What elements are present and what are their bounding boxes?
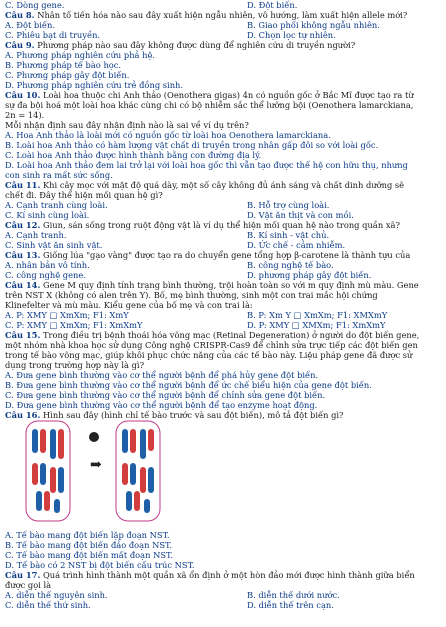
answer-options-row: [5, 240, 441, 250]
chromosome-diagram: [24, 419, 164, 527]
answer-option: C. Kí sinh cùng loài.: [5, 210, 90, 220]
answer-option: C. Dòng gene.: [5, 0, 65, 10]
body-text: trong tế bào võng mạc, giúp khôi phục chức năng của các tế bào này. Liệu pháp gene đã được sử: [5, 350, 413, 360]
question-line: [5, 280, 441, 290]
answer-option: C. Loài hoa Anh thảo được hình thành bằng con đường địa lý.: [5, 150, 262, 160]
body-text: Klinefelter và mù màu. Kiểu gene của bố mẹ và con trai là:: [5, 300, 253, 310]
answer-option: D. Chọn lọc tự nhiên.: [247, 30, 336, 40]
answer-options-row: [5, 320, 441, 330]
answer-option: D. Đưa gene bình thường vào cơ thể người bệnh để tạo enzyme hoạt động.: [5, 400, 318, 410]
question-text: Khi cây mọc với mật độ quá dày, một số cây không đủ ánh sáng và chất dinh dưỡng sẽ: [40, 180, 405, 190]
answer-option: A. Phương pháp nghiên cứu phả hệ.: [5, 50, 156, 60]
question-text: Loài hoa thuộc chi Anh thảo (Oenothera gigas) 4n có nguồn gốc ở Bắc Mĩ được tạo ra từ: [40, 90, 414, 100]
answer-option: D. Loài hoa Anh thảo đem lai trở lại với loài hoa gốc thì vẫn tạo được thế hệ con hữu thụ, nhưng: [5, 160, 408, 170]
question-number: Câu 15.: [5, 330, 41, 340]
answer-option: C. P: XMY □ XmXm; F1: XmXmY: [5, 320, 143, 330]
answer-option: B. Phương pháp tế bào học.: [5, 60, 122, 70]
question-line: [5, 10, 441, 20]
answer-option: A. P: XMY □ XmXm; F1: XmY: [5, 310, 129, 320]
question-line: [5, 180, 441, 190]
question-line: [5, 570, 441, 580]
answer-options-row: [5, 230, 441, 240]
answer-options-row: [5, 20, 441, 30]
answer-options-row: [5, 30, 441, 40]
answer-options-row: [5, 0, 441, 10]
answer-option: C. Tế bào mang đột biến mất đoạn NST.: [5, 550, 173, 560]
body-text: dụng trong trường hợp này là gì?: [5, 360, 145, 370]
question-line: [5, 220, 441, 230]
answer-option: C. Phương pháp gây đột biến.: [5, 70, 130, 80]
body-text: sự đa bội hoá một loài hoa khác cùng chi có bộ nhiễm sắc thể lưỡng bội (Oenothera lamarckiana,: [5, 100, 414, 110]
question-line: [5, 250, 441, 260]
answer-options-row: [5, 200, 441, 210]
question-text: Trong điều trị bệnh thoái hóa võng mạc (Retinal Degeneration) ở người do đột biến gene,: [40, 330, 420, 340]
question-line: [5, 90, 441, 100]
body-text: chết đi. Đây thể hiện mối quan hệ gì?: [5, 190, 163, 200]
answer-option: B. Giao phối không ngẫu nhiên.: [247, 20, 380, 30]
answer-option: C. công nghệ gene.: [5, 270, 86, 280]
answer-option: B. Đưa gene bình thường vào cơ thể người bệnh để ức chế biểu hiện của gene đột biến.: [5, 380, 372, 390]
question-text: Nhân tố tiến hóa nào sau đây xuất hiện ngẫu nhiên, vô hướng, làm xuất hiện allele mới?: [34, 10, 408, 20]
body-text: 2n = 14).: [5, 110, 45, 120]
question-text: Hình sau đây (hình chỉ tế bào trước và sau đột biến), mô tả đột biến gì?: [40, 410, 344, 420]
answer-option: A. Cạnh tranh.: [5, 230, 67, 240]
chromosome-figure: [24, 419, 164, 527]
answer-option: D. Đột biến.: [247, 0, 298, 10]
answer-option: A. Đưa gene bình thường vào cơ thể người bệnh để phá hủy gene đột biến.: [5, 370, 319, 380]
answer-option: A. Cạnh tranh cùng loài.: [5, 200, 108, 210]
answer-option: D. Phương pháp nghiên cứu trẻ đồng sinh.: [5, 80, 184, 90]
answer-option: B. công nghệ tế bào.: [247, 260, 334, 270]
question-number: Câu 9.: [5, 40, 35, 50]
answer-options-row: [5, 310, 441, 320]
answer-option: C. Sinh vật ăn sinh vật.: [5, 240, 103, 250]
answer-option: D. phương pháp gây đột biến.: [247, 270, 372, 280]
question-text: Giống lúa "gạo vàng" được tạo ra do chuyển gene tổng hợp β-carotene là thành tựu của: [40, 250, 411, 260]
arrow-icon: ➡: [90, 457, 102, 473]
answer-option: D. diễn thế trên cạn.: [247, 600, 334, 610]
chromosomes-after: [122, 429, 154, 513]
answer-options-row: [5, 270, 441, 280]
answer-option: A. diễn thế nguyên sinh.: [5, 590, 108, 600]
answer-option: B. Loài hoa Anh thảo có hàm lượng vật chất di truyền trong nhân gấp đôi so với loài gốc.: [5, 140, 379, 150]
answer-option: C. Đưa gene bình thường vào cơ thể người bệnh để chỉnh sửa gene đột biến.: [5, 390, 326, 400]
body-text: trên NST X (không có alen trên Y). Bố, mẹ bình thường, sinh một con trai mắc hội chứng: [5, 290, 378, 300]
answer-option: B. Kí sinh - vật chủ.: [247, 230, 330, 240]
question-number: Câu 10.: [5, 90, 41, 100]
question-line: [5, 40, 441, 50]
answer-option: A. nhân bản vô tính.: [5, 260, 90, 270]
answer-option: D. P: XMY □ XMXm; F1: XmXmY: [247, 320, 386, 330]
body-text: được gọi là: [5, 580, 52, 590]
answer-option: D. Tế bào có 2 NST bị đột biến cấu trúc NST.: [5, 560, 195, 570]
answer-option: A. Đột biến.: [5, 20, 55, 30]
answer-option: B. P: Xm Y □ XmXm; F1: XMXmY: [247, 310, 388, 320]
chromosomes-before: [32, 429, 64, 513]
question-line: [5, 330, 441, 340]
question-number: Câu 16.: [5, 410, 41, 420]
question-number: Câu 13.: [5, 250, 41, 260]
answer-option: B. diễn thế dưới nước.: [247, 590, 340, 600]
question-text: Quá trình hình thành một quần xã ổn định ở một hòn đảo mới được hình thành giữa biển: [40, 570, 415, 580]
answer-option: B. Hỗ trợ cùng loài.: [247, 200, 330, 210]
answer-options-row: [5, 260, 441, 270]
answer-options-row: [5, 600, 441, 610]
question-text: Giun, sán sống trong ruột động vật là ví dụ thể hiện mối quan hệ nào trong quần xã?: [40, 220, 400, 230]
question-text: Gene M quy định tính trạng bình thường, trội hoàn toàn so với m quy định mù màu. Gene: [40, 280, 419, 290]
answer-option: B. Tế bào mang đột biến đảo đoạn NST.: [5, 540, 172, 550]
answer-option: A. Tế bào mang đột biến lặp đoạn NST.: [5, 530, 170, 540]
question-number: Câu 14.: [5, 280, 41, 290]
answer-option: D. Vật ăn thịt và con mồi.: [247, 210, 354, 220]
question-number: Câu 8.: [5, 10, 35, 20]
body-text: một nhóm nhà khoa học sử dụng Công nghệ CRISPR-Cas9 để chỉnh sửa trực tiếp các đột biến gen: [5, 340, 418, 350]
answer-option: C. diễn thế thứ sinh.: [5, 600, 91, 610]
answer-option: C. Phiêu bạt di truyền.: [5, 30, 101, 40]
answer-options-row: [5, 590, 441, 600]
answer-option: A. Hoa Anh thảo là loài mới có nguồn gốc từ loài hoa Oenothera lamarckiana.: [5, 130, 331, 140]
answer-option: con sinh ra mất sức sống.: [5, 170, 113, 180]
question-text: Phương pháp nào sau đây không được dùng để nghiên cứu di truyền người?: [34, 40, 356, 50]
answer-option: D. Ức chế - cảm nhiễm.: [247, 240, 346, 250]
question-number: Câu 11.: [5, 180, 41, 190]
answer-options-row: [5, 210, 441, 220]
question-number: Câu 17.: [5, 570, 41, 580]
body-text: Mỗi nhận định sau đây nhận định nào là sai về ví dụ trên?: [5, 120, 249, 130]
question-number: Câu 12.: [5, 220, 41, 230]
